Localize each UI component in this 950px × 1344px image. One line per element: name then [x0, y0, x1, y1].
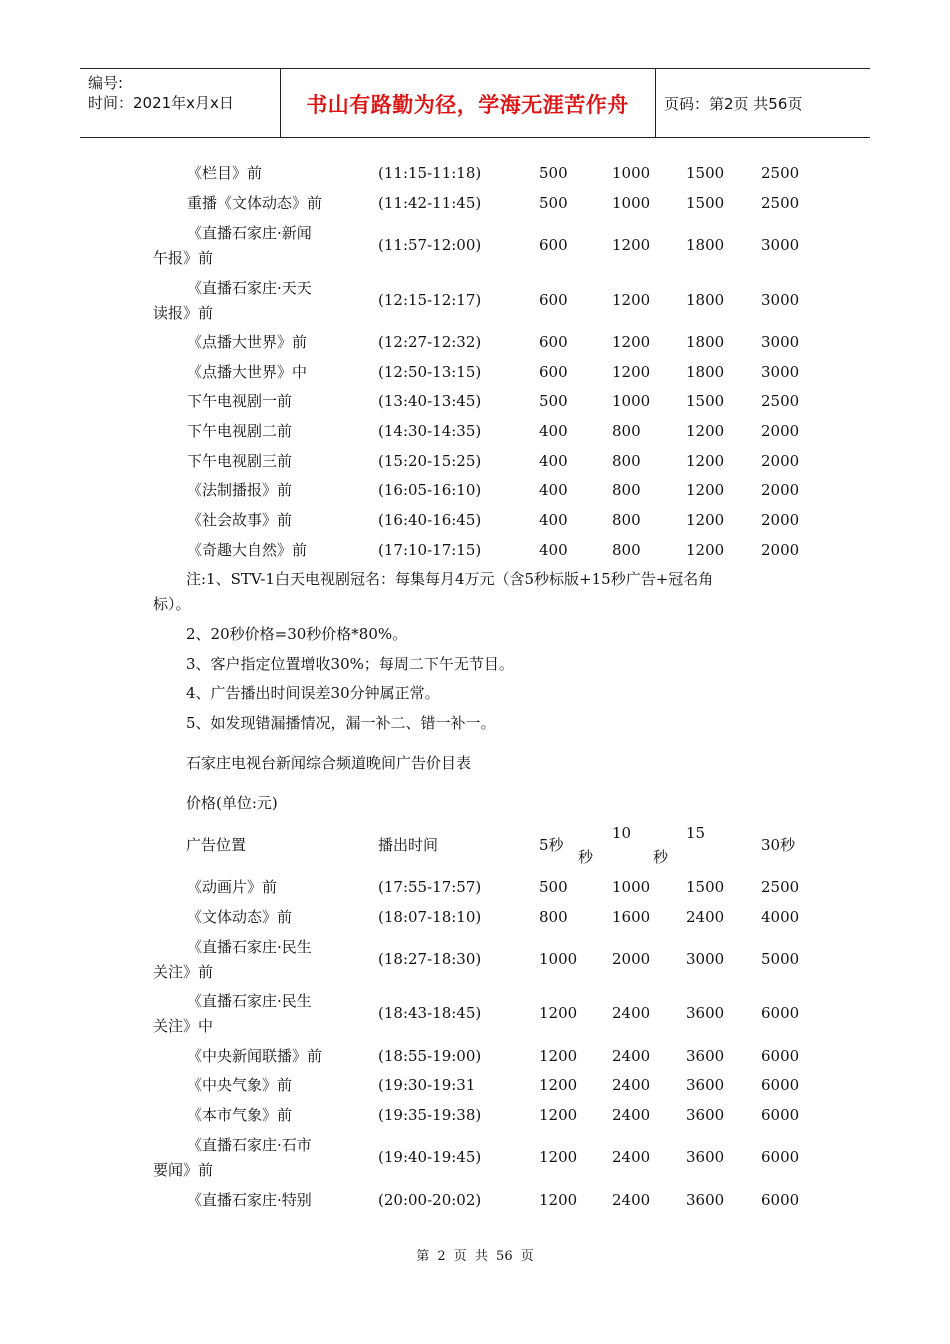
- air-time-cell: (11:57-12:00): [378, 236, 482, 254]
- price-15s-cell: 1500: [686, 392, 725, 410]
- price-unit: 价格(单位:元): [186, 794, 278, 812]
- air-time-cell: (16:40-16:45): [378, 511, 482, 529]
- page-footer: 第 2 页 共 56 页: [416, 1249, 534, 1264]
- header-10s-number: 10: [612, 824, 632, 842]
- price-5s-cell: 500: [539, 392, 568, 410]
- price-10s-cell: 2400: [612, 1047, 651, 1065]
- price-5s-cell: 1200: [539, 1047, 578, 1065]
- price-5s-cell: 600: [539, 333, 568, 351]
- air-time-cell: (18:27-18:30): [378, 950, 482, 968]
- price-15s-cell: 1200: [686, 422, 725, 440]
- price-5s-cell: 400: [539, 452, 568, 470]
- price-5s-cell: 400: [539, 511, 568, 529]
- price-10s-cell: 1000: [612, 878, 651, 896]
- price-5s-cell: 400: [539, 481, 568, 499]
- price-15s-cell: 1200: [686, 511, 725, 529]
- price-10s-cell: 1200: [612, 333, 651, 351]
- ad-position-line-1: 《法制播报》前: [187, 481, 293, 499]
- ad-position-line-1: 《奇趣大自然》前: [187, 541, 308, 559]
- price-30s-cell: 6000: [761, 1148, 800, 1166]
- note-4: 4、广告播出时间误差30分钟属正常。: [186, 684, 440, 702]
- air-time-cell: (15:20-15:25): [378, 452, 482, 470]
- ad-position-line-1: 《直播石家庄·民生: [187, 938, 312, 956]
- ad-position-line-2: 读报》前: [153, 304, 214, 322]
- price-15s-cell: 3600: [686, 1191, 725, 1209]
- ad-position-cell: [153, 360, 343, 385]
- price-30s-cell: 6000: [761, 1004, 800, 1022]
- ad-position-cell: [153, 875, 343, 900]
- price-15s-cell: 1200: [686, 452, 725, 470]
- ad-position-line-1: 《点播大世界》中: [187, 363, 308, 381]
- price-5s-cell: 1200: [539, 1106, 578, 1124]
- price-5s-cell: 1200: [539, 1191, 578, 1209]
- air-time-cell: (20:00-20:02): [378, 1191, 482, 1209]
- ad-position-line-1: 重播《文体动态》前: [187, 194, 323, 212]
- ad-position-line-1: 《直播石家庄·新闻: [187, 224, 312, 242]
- ad-position-cell: [153, 389, 343, 414]
- ad-position-line-2: 关注》中: [153, 1017, 214, 1035]
- price-10s-cell: 800: [612, 481, 641, 499]
- price-10s-cell: 1200: [612, 291, 651, 309]
- ad-position-cell: [153, 508, 343, 533]
- price-5s-cell: 400: [539, 541, 568, 559]
- ad-position-cell: [153, 1073, 343, 1098]
- air-time-cell: (12:15-12:17): [378, 291, 482, 309]
- price-10s-cell: 2400: [612, 1191, 651, 1209]
- price-15s-cell: 1500: [686, 164, 725, 182]
- header-divider: [655, 69, 656, 137]
- ad-position-line-1: 《栏目》前: [187, 164, 263, 182]
- ad-position-line-2: 午报》前: [153, 249, 214, 267]
- note-2: 2、20秒价格=30秒价格*80%。: [186, 625, 408, 643]
- price-30s-cell: 6000: [761, 1076, 800, 1094]
- price-10s-cell: 1600: [612, 908, 651, 926]
- price-10s-cell: 800: [612, 422, 641, 440]
- price-30s-cell: 3000: [761, 291, 800, 309]
- price-5s-cell: 600: [539, 363, 568, 381]
- air-time-cell: (17:55-17:57): [378, 878, 482, 896]
- price-30s-cell: 3000: [761, 236, 800, 254]
- section-title: 石家庄电视台新闻综合频道晚间广告价目表: [186, 754, 472, 772]
- price-10s-cell: 800: [612, 452, 641, 470]
- price-30s-cell: 2500: [761, 392, 800, 410]
- ad-position-cell: [153, 330, 343, 355]
- header-motto: 书山有路勤为径，学海无涯苦作舟: [306, 93, 629, 117]
- price-30s-cell: 6000: [761, 1106, 800, 1124]
- ad-position-cell: [153, 1044, 343, 1069]
- price-30s-cell: 3000: [761, 333, 800, 351]
- price-30s-cell: 2000: [761, 422, 800, 440]
- air-time-cell: (18:07-18:10): [378, 908, 482, 926]
- price-5s-cell: 1200: [539, 1148, 578, 1166]
- header-page-info: 页码：第2页 共56页: [664, 95, 803, 113]
- price-30s-cell: 3000: [761, 363, 800, 381]
- ad-position-cell: [153, 1133, 343, 1183]
- air-time-cell: (19:30-19:31: [378, 1076, 476, 1094]
- price-30s-cell: 2000: [761, 541, 800, 559]
- price-10s-cell: 1000: [612, 164, 651, 182]
- ad-position-cell: [153, 538, 343, 563]
- air-time-cell: (18:43-18:45): [378, 1004, 482, 1022]
- ad-position-cell: [153, 221, 343, 271]
- note-3: 3、客户指定位置增收30%；每周二下午无节目。: [186, 655, 514, 673]
- price-30s-cell: 2000: [761, 511, 800, 529]
- price-5s-cell: 600: [539, 236, 568, 254]
- air-time-cell: (11:15-11:18): [378, 164, 482, 182]
- price-15s-cell: 1800: [686, 236, 725, 254]
- price-30s-cell: 5000: [761, 950, 800, 968]
- ad-position-line-1: 《社会故事》前: [187, 511, 293, 529]
- air-time-cell: (14:30-14:35): [378, 422, 482, 440]
- header-time: 播出时间: [378, 836, 439, 854]
- header-meta: [88, 73, 283, 113]
- price-10s-cell: 1000: [612, 392, 651, 410]
- ad-position-cell: [153, 478, 343, 503]
- price-5s-cell: 500: [539, 878, 568, 896]
- ad-position-line-2: 关注》前: [153, 963, 214, 981]
- price-15s-cell: 3600: [686, 1076, 725, 1094]
- ad-position-line-1: 《中央气象》前: [187, 1076, 293, 1094]
- ad-position-line-1: 《文体动态》前: [187, 908, 293, 926]
- price-10s-cell: 1000: [612, 194, 651, 212]
- header-15s-unit: 秒: [653, 848, 669, 866]
- price-15s-cell: 3600: [686, 1047, 725, 1065]
- price-15s-cell: 2400: [686, 908, 725, 926]
- header-10s-unit: 秒: [578, 848, 594, 866]
- price-15s-cell: 1800: [686, 333, 725, 351]
- ad-position-line-1: 《直播石家庄·天天: [187, 279, 312, 297]
- price-5s-cell: 1200: [539, 1076, 578, 1094]
- price-30s-cell: 4000: [761, 908, 800, 926]
- price-15s-cell: 1200: [686, 541, 725, 559]
- air-time-cell: (12:27-12:32): [378, 333, 482, 351]
- price-10s-cell: 2400: [612, 1076, 651, 1094]
- price-15s-cell: 1200: [686, 481, 725, 499]
- price-30s-cell: 2500: [761, 878, 800, 896]
- price-10s-cell: 1200: [612, 236, 651, 254]
- price-30s-cell: 2500: [761, 164, 800, 182]
- ad-position-cell: [153, 161, 343, 186]
- price-30s-cell: 2000: [761, 481, 800, 499]
- price-10s-cell: 2400: [612, 1148, 651, 1166]
- price-15s-cell: 3600: [686, 1004, 725, 1022]
- air-time-cell: (19:40-19:45): [378, 1148, 482, 1166]
- ad-position-line-1: 《中央新闻联播》前: [187, 1047, 323, 1065]
- ad-position-line-1: 《点播大世界》前: [187, 333, 308, 351]
- air-time-cell: (17:10-17:15): [378, 541, 482, 559]
- price-5s-cell: 1000: [539, 950, 578, 968]
- price-10s-cell: 800: [612, 511, 641, 529]
- price-15s-cell: 3600: [686, 1148, 725, 1166]
- note-1-line-1: 注:1、STV-1白天电视剧冠名：每集每月4万元（含5秒标版+15秒广告+冠名角: [186, 570, 714, 588]
- ad-position-line-1: 下午电视剧二前: [187, 422, 293, 440]
- price-5s-cell: 500: [539, 164, 568, 182]
- ad-position-line-1: 《直播石家庄·民生: [187, 992, 312, 1010]
- air-time-cell: (18:55-19:00): [378, 1047, 482, 1065]
- ad-position-cell: [153, 989, 343, 1039]
- price-10s-cell: 800: [612, 541, 641, 559]
- ad-position-cell: [153, 191, 343, 216]
- price-15s-cell: 1800: [686, 291, 725, 309]
- price-15s-cell: 3000: [686, 950, 725, 968]
- header-date: 时间：2021年x月x日: [88, 94, 234, 112]
- price-5s-cell: 1200: [539, 1004, 578, 1022]
- note-5: 5、如发现错漏播情况，漏一补二、错一补一。: [186, 714, 496, 732]
- ad-position-cell: [153, 1103, 343, 1128]
- air-time-cell: (13:40-13:45): [378, 392, 482, 410]
- header-number-label: 编号:: [88, 74, 124, 92]
- ad-position-cell: [153, 935, 343, 985]
- price-15s-cell: 1500: [686, 194, 725, 212]
- price-5s-cell: 400: [539, 422, 568, 440]
- header-position: 广告位置: [186, 836, 247, 854]
- ad-position-cell: [153, 1188, 343, 1213]
- price-10s-cell: 2000: [612, 950, 651, 968]
- price-15s-cell: 1800: [686, 363, 725, 381]
- price-30s-cell: 6000: [761, 1047, 800, 1065]
- ad-position-cell: [153, 449, 343, 474]
- ad-position-line-1: 下午电视剧三前: [187, 452, 293, 470]
- ad-position-line-1: 《直播石家庄·特别: [187, 1191, 312, 1209]
- ad-position-cell: [153, 419, 343, 444]
- price-5s-cell: 600: [539, 291, 568, 309]
- ad-position-cell: [153, 276, 343, 326]
- price-15s-cell: 3600: [686, 1106, 725, 1124]
- header-30s: 30秒: [761, 836, 796, 854]
- price-5s-cell: 800: [539, 908, 568, 926]
- air-time-cell: (19:35-19:38): [378, 1106, 482, 1124]
- note-1-line-2: 标）。: [153, 595, 191, 613]
- ad-position-line-1: 《动画片》前: [187, 878, 278, 896]
- air-time-cell: (11:42-11:45): [378, 194, 482, 212]
- page-header: [80, 68, 870, 138]
- price-10s-cell: 1200: [612, 363, 651, 381]
- ad-position-line-1: 下午电视剧一前: [187, 392, 293, 410]
- header-5s: 5秒: [539, 836, 564, 854]
- price-30s-cell: 2000: [761, 452, 800, 470]
- price-5s-cell: 500: [539, 194, 568, 212]
- price-10s-cell: 2400: [612, 1106, 651, 1124]
- ad-position-line-1: 《直播石家庄·石市: [187, 1136, 312, 1154]
- ad-position-line-1: 《本市气象》前: [187, 1106, 293, 1124]
- ad-position-line-2: 要闻》前: [153, 1161, 214, 1179]
- header-15s-number: 15: [686, 824, 706, 842]
- price-30s-cell: 6000: [761, 1191, 800, 1209]
- ad-position-cell: [153, 905, 343, 930]
- air-time-cell: (12:50-13:15): [378, 363, 482, 381]
- price-15s-cell: 1500: [686, 878, 725, 896]
- price-30s-cell: 2500: [761, 194, 800, 212]
- price-10s-cell: 2400: [612, 1004, 651, 1022]
- air-time-cell: (16:05-16:10): [378, 481, 482, 499]
